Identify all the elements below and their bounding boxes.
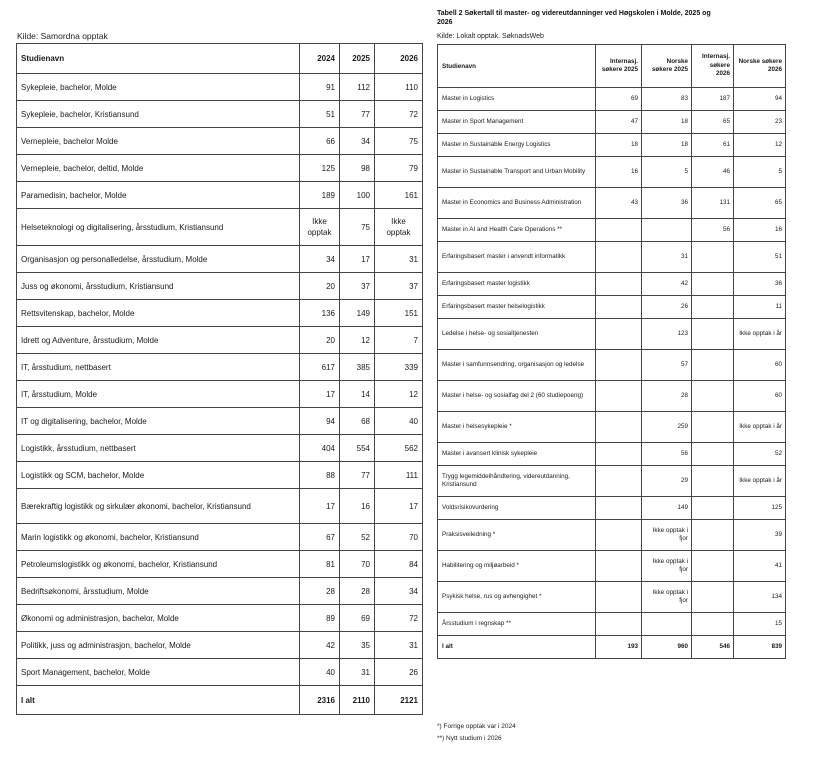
applicant-count: 88 — [300, 462, 340, 489]
study-name: Rettsvitenskap, bachelor, Molde — [17, 300, 300, 327]
applicant-count: 136 — [300, 300, 340, 327]
applicant-count: Ikke opptak i fjor — [642, 582, 692, 613]
study-name: Juss og økonomi, årsstudium, Kristiansund — [17, 273, 300, 300]
applicant-count: 12 — [340, 327, 375, 354]
study-name: IT og digitalisering, bachelor, Molde — [17, 408, 300, 435]
applicant-count: 68 — [340, 408, 375, 435]
applicant-count — [596, 412, 642, 443]
study-name: Master i helse- og sosialfag del 2 (60 studiepoeng) — [438, 381, 596, 412]
applicant-count — [596, 242, 642, 273]
right-table-caption: Tabell 2 Søkertall til master- og videreutdanninger ved Høgskolen i Molde, 2025 og 2026 — [437, 10, 711, 26]
table-row — [17, 354, 423, 381]
applicant-count: 259 — [642, 412, 692, 443]
study-name: Master in Sustainable Energy Logistics — [438, 134, 596, 157]
table-row — [438, 350, 786, 381]
applicant-count — [596, 443, 642, 466]
total-count: 2316 — [300, 686, 340, 715]
applicant-count: 26 — [642, 296, 692, 319]
applicant-count: 554 — [340, 435, 375, 462]
applicant-count: 60 — [734, 381, 786, 412]
applicant-count: 81 — [300, 551, 340, 578]
applicant-count: 31 — [375, 246, 423, 273]
applicant-count: 91 — [300, 74, 340, 101]
applicant-count — [692, 412, 734, 443]
applicant-count: 72 — [375, 605, 423, 632]
study-name: Master in AI and Health Care Operations ** — [438, 219, 596, 242]
applicant-count: 52 — [340, 524, 375, 551]
applicant-count — [692, 443, 734, 466]
applicant-count: 131 — [692, 188, 734, 219]
applicant-count: 79 — [375, 155, 423, 182]
study-name: IT, årsstudium, Molde — [17, 381, 300, 408]
study-name: Sykepleie, bachelor, Kristiansund — [17, 101, 300, 128]
applicant-count: 112 — [340, 74, 375, 101]
applicant-count: 37 — [375, 273, 423, 300]
study-name: Erfaringsbasert master logistikk — [438, 273, 596, 296]
table-row — [17, 462, 423, 489]
applicant-count: 17 — [300, 489, 340, 524]
footnote-new-study: **) Nytt studium i 2026 — [437, 735, 502, 742]
applicant-count: 39 — [734, 520, 786, 551]
applicant-count: 94 — [300, 408, 340, 435]
applicant-count — [692, 296, 734, 319]
applicant-count: 69 — [596, 88, 642, 111]
applicant-count: 60 — [734, 350, 786, 381]
applicant-count: 100 — [340, 182, 375, 209]
table-row — [438, 466, 786, 497]
study-name: Petroleumslogistikk og økonomi, bachelor, Kristiansund — [17, 551, 300, 578]
applicant-count: Ikke opptak — [300, 209, 340, 246]
applicant-count: 125 — [300, 155, 340, 182]
total-count: 2121 — [375, 686, 423, 715]
applicant-count: 5 — [734, 157, 786, 188]
table-row — [17, 605, 423, 632]
table-row — [438, 443, 786, 466]
applicant-count: 77 — [340, 462, 375, 489]
study-name: Voldsrisikovurdering — [438, 497, 596, 520]
table-row — [17, 209, 423, 246]
applicant-count: 98 — [340, 155, 375, 182]
study-name: Trygg legemiddelhåndtering, videreutdanning, Kristiansund — [438, 466, 596, 497]
column-header-year: 2024 — [300, 44, 340, 74]
applicant-count: 385 — [340, 354, 375, 381]
study-name: Praksisveiledning * — [438, 520, 596, 551]
applicant-count — [692, 613, 734, 636]
applicant-count: 5 — [642, 157, 692, 188]
table-row — [17, 659, 423, 686]
table-row — [438, 134, 786, 157]
applicant-count: 11 — [734, 296, 786, 319]
applicant-count: 20 — [300, 273, 340, 300]
table-row — [438, 242, 786, 273]
applicant-count: 35 — [340, 632, 375, 659]
applicant-count: Ikke opptak — [375, 209, 423, 246]
column-header-year: 2025 — [340, 44, 375, 74]
applicant-count: 16 — [340, 489, 375, 524]
table-row — [17, 489, 423, 524]
table-row — [438, 296, 786, 319]
applicant-count — [692, 242, 734, 273]
applicant-count: 149 — [340, 300, 375, 327]
applicant-count: 77 — [340, 101, 375, 128]
applicant-count — [596, 296, 642, 319]
study-name: Master i samfunnsendring, organisasjon og ledelse — [438, 350, 596, 381]
table-row — [438, 219, 786, 242]
study-name: Vernepleie, bachelor Molde — [17, 128, 300, 155]
study-name: Idrett og Adventure, årsstudium, Molde — [17, 327, 300, 354]
study-name: Master in Logistics — [438, 88, 596, 111]
applicant-count: 46 — [692, 157, 734, 188]
applicant-count — [692, 381, 734, 412]
applicant-count: 161 — [375, 182, 423, 209]
applicant-count: 57 — [642, 350, 692, 381]
study-name: Organisasjon og personalledelse, årsstudium, Molde — [17, 246, 300, 273]
table-row — [17, 182, 423, 209]
applicant-count: 75 — [375, 128, 423, 155]
applicant-count: 26 — [375, 659, 423, 686]
table-row — [17, 408, 423, 435]
applicant-count — [596, 219, 642, 242]
applicant-count: 72 — [375, 101, 423, 128]
applicant-count: 34 — [300, 246, 340, 273]
applicant-count — [642, 219, 692, 242]
applicant-count: 404 — [300, 435, 340, 462]
table-row — [438, 582, 786, 613]
column-header-applicants: Norske søkere 2025 — [642, 45, 692, 88]
study-name: Logistikk, årsstudium, nettbasert — [17, 435, 300, 462]
column-header-applicants: Norske søkere 2026 — [734, 45, 786, 88]
table-row — [17, 273, 423, 300]
left-table-source: Kilde: Samordna opptak — [17, 31, 108, 41]
applicant-count: 12 — [375, 381, 423, 408]
applicant-count: 17 — [340, 246, 375, 273]
applicant-count — [596, 466, 642, 497]
table-row — [17, 381, 423, 408]
table-row — [438, 88, 786, 111]
applicant-count: 15 — [734, 613, 786, 636]
study-name: Master in Sport Management — [438, 111, 596, 134]
applicant-count: 617 — [300, 354, 340, 381]
applicant-count: 17 — [375, 489, 423, 524]
study-name: Økonomi og administrasjon, bachelor, Molde — [17, 605, 300, 632]
study-name: Master in Sustainable Transport and Urban Mobility — [438, 157, 596, 188]
applicant-count — [692, 350, 734, 381]
applicant-count: 47 — [596, 111, 642, 134]
applicant-count: 28 — [340, 578, 375, 605]
applicant-count — [596, 273, 642, 296]
applicant-count: 36 — [734, 273, 786, 296]
applicant-count: 16 — [734, 219, 786, 242]
applicant-count: 189 — [300, 182, 340, 209]
applicant-count: 37 — [340, 273, 375, 300]
applicant-count: 7 — [375, 327, 423, 354]
total-count: 839 — [734, 636, 786, 659]
applicant-count — [692, 466, 734, 497]
total-count: 193 — [596, 636, 642, 659]
applicant-count — [596, 319, 642, 350]
applicant-count: 70 — [375, 524, 423, 551]
table-row — [438, 188, 786, 219]
right-table-source: Kilde: Lokalt opptak. SøknadsWeb — [437, 33, 544, 40]
applicant-count — [596, 381, 642, 412]
table-row — [17, 246, 423, 273]
applicant-count — [692, 520, 734, 551]
applicant-count: 339 — [375, 354, 423, 381]
column-header-study: Studienavn — [438, 45, 596, 88]
applicant-count: 123 — [642, 319, 692, 350]
table-row — [17, 551, 423, 578]
applicant-count: Ikke opptak i fjor — [642, 551, 692, 582]
study-name: Bærekraftig logistikk og sirkulær økonomi, bachelor, Kristiansund — [17, 489, 300, 524]
table-row — [438, 497, 786, 520]
applicant-count: 28 — [642, 381, 692, 412]
applicant-count: Ikke opptak i år — [734, 412, 786, 443]
applicant-count: 42 — [642, 273, 692, 296]
applicant-count: 66 — [300, 128, 340, 155]
table-row — [438, 551, 786, 582]
table-row — [17, 578, 423, 605]
applicant-count: 23 — [734, 111, 786, 134]
applicant-count: 562 — [375, 435, 423, 462]
table-row — [438, 273, 786, 296]
study-name: Ledelse i helse- og sosialtjenesten — [438, 319, 596, 350]
total-count: 546 — [692, 636, 734, 659]
applicant-count: 34 — [375, 578, 423, 605]
applicant-count: 65 — [734, 188, 786, 219]
applicant-count — [692, 582, 734, 613]
applicant-count — [596, 497, 642, 520]
table-row — [17, 524, 423, 551]
applicant-count: 52 — [734, 443, 786, 466]
applicant-count: 29 — [642, 466, 692, 497]
table-row — [17, 300, 423, 327]
study-name: Sykepleie, bachelor, Molde — [17, 74, 300, 101]
applicant-count: 28 — [300, 578, 340, 605]
applicant-count: 67 — [300, 524, 340, 551]
applicant-count — [692, 497, 734, 520]
total-label: I alt — [438, 636, 596, 659]
applicant-count: 31 — [340, 659, 375, 686]
study-name: Master i avansert klinisk sykepleie — [438, 443, 596, 466]
table-row — [438, 520, 786, 551]
study-name: Psykisk helse, rus og avhengighet * — [438, 582, 596, 613]
study-name: Marin logistikk og økonomi, bachelor, Kristiansund — [17, 524, 300, 551]
table-row — [17, 632, 423, 659]
total-count: 2110 — [340, 686, 375, 715]
applicant-count: 31 — [642, 242, 692, 273]
table-row — [438, 381, 786, 412]
study-name: Master in Economics and Business Administration — [438, 188, 596, 219]
table-row — [438, 157, 786, 188]
applicant-count: 56 — [692, 219, 734, 242]
table-row — [438, 319, 786, 350]
applicant-count: 69 — [340, 605, 375, 632]
study-name: Politikk, juss og administrasjon, bachelor, Molde — [17, 632, 300, 659]
applicant-count: Ikke opptak i år — [734, 319, 786, 350]
study-name: Master i helsesykepleie * — [438, 412, 596, 443]
applicant-count: 70 — [340, 551, 375, 578]
total-count: 960 — [642, 636, 692, 659]
footnote-previous-intake: *) Forrige opptak var i 2024 — [437, 723, 516, 730]
applicant-count: 84 — [375, 551, 423, 578]
table-row — [438, 111, 786, 134]
table-row — [17, 101, 423, 128]
applicant-count — [596, 551, 642, 582]
applicant-count: 42 — [300, 632, 340, 659]
applicant-count: 56 — [642, 443, 692, 466]
applicant-count: 12 — [734, 134, 786, 157]
study-name: Erfaringsbasert master helselogistikk — [438, 296, 596, 319]
table-row — [17, 435, 423, 462]
applicant-count — [596, 613, 642, 636]
applicant-count: 75 — [340, 209, 375, 246]
applicant-count: 61 — [692, 134, 734, 157]
table-row — [438, 613, 786, 636]
study-name: Paramedisin, bachelor, Molde — [17, 182, 300, 209]
study-name: IT, årsstudium, nettbasert — [17, 354, 300, 381]
applicant-count — [596, 350, 642, 381]
total-row — [17, 686, 423, 715]
applicant-count: 20 — [300, 327, 340, 354]
applicant-count: 43 — [596, 188, 642, 219]
total-label: I alt — [17, 686, 300, 715]
study-name: Vernepleie, bachelor, deltid, Molde — [17, 155, 300, 182]
applicant-count: 14 — [340, 381, 375, 408]
table-row — [17, 74, 423, 101]
applicant-count — [692, 551, 734, 582]
applicant-count: 40 — [375, 408, 423, 435]
applicant-count — [692, 319, 734, 350]
column-header-year: 2026 — [375, 44, 423, 74]
applicant-count: 151 — [375, 300, 423, 327]
applicant-count: 18 — [596, 134, 642, 157]
total-row — [438, 636, 786, 659]
applicant-count: 134 — [734, 582, 786, 613]
applicant-count: 40 — [300, 659, 340, 686]
applicant-count: 125 — [734, 497, 786, 520]
table-row — [17, 128, 423, 155]
study-name: Helseteknologi og digitalisering, årsstudium, Kristiansund — [17, 209, 300, 246]
applicant-count: 51 — [300, 101, 340, 128]
study-name: Logistikk og SCM, bachelor, Molde — [17, 462, 300, 489]
applicant-count: 18 — [642, 134, 692, 157]
study-name: Erfaringsbasert master i anvendt informatikk — [438, 242, 596, 273]
applicant-count: 31 — [375, 632, 423, 659]
applicant-count: 34 — [340, 128, 375, 155]
applicant-count: 51 — [734, 242, 786, 273]
applicant-count: 16 — [596, 157, 642, 188]
applicant-count — [596, 582, 642, 613]
applicant-count: 149 — [642, 497, 692, 520]
applicant-count — [596, 520, 642, 551]
applicant-count — [642, 613, 692, 636]
applicant-count: 187 — [692, 88, 734, 111]
study-name: Habilitering og miljøarbeid * — [438, 551, 596, 582]
table-row — [438, 412, 786, 443]
table-row — [17, 327, 423, 354]
right-applicant-table — [437, 44, 786, 659]
left-applicant-table — [16, 43, 423, 715]
study-name: Sport Management, bachelor, Molde — [17, 659, 300, 686]
applicant-count: 41 — [734, 551, 786, 582]
applicant-count: Ikke opptak i fjor — [642, 520, 692, 551]
study-name: Årsstudium i regnskap ** — [438, 613, 596, 636]
applicant-count: 18 — [642, 111, 692, 134]
column-header-applicants: Internasj. søkere 2026 — [692, 45, 734, 88]
applicant-count: Ikke opptak i år — [734, 466, 786, 497]
applicant-count — [692, 273, 734, 296]
table-row — [17, 155, 423, 182]
applicant-count: 83 — [642, 88, 692, 111]
column-header-study: Studienavn — [17, 44, 300, 74]
column-header-applicants: Internasj. søkere 2025 — [596, 45, 642, 88]
applicant-count: 94 — [734, 88, 786, 111]
applicant-count: 110 — [375, 74, 423, 101]
applicant-count: 65 — [692, 111, 734, 134]
study-name: Bedriftsøkonomi, årsstudium, Molde — [17, 578, 300, 605]
applicant-count: 17 — [300, 381, 340, 408]
applicant-count: 111 — [375, 462, 423, 489]
applicant-count: 36 — [642, 188, 692, 219]
applicant-count: 89 — [300, 605, 340, 632]
